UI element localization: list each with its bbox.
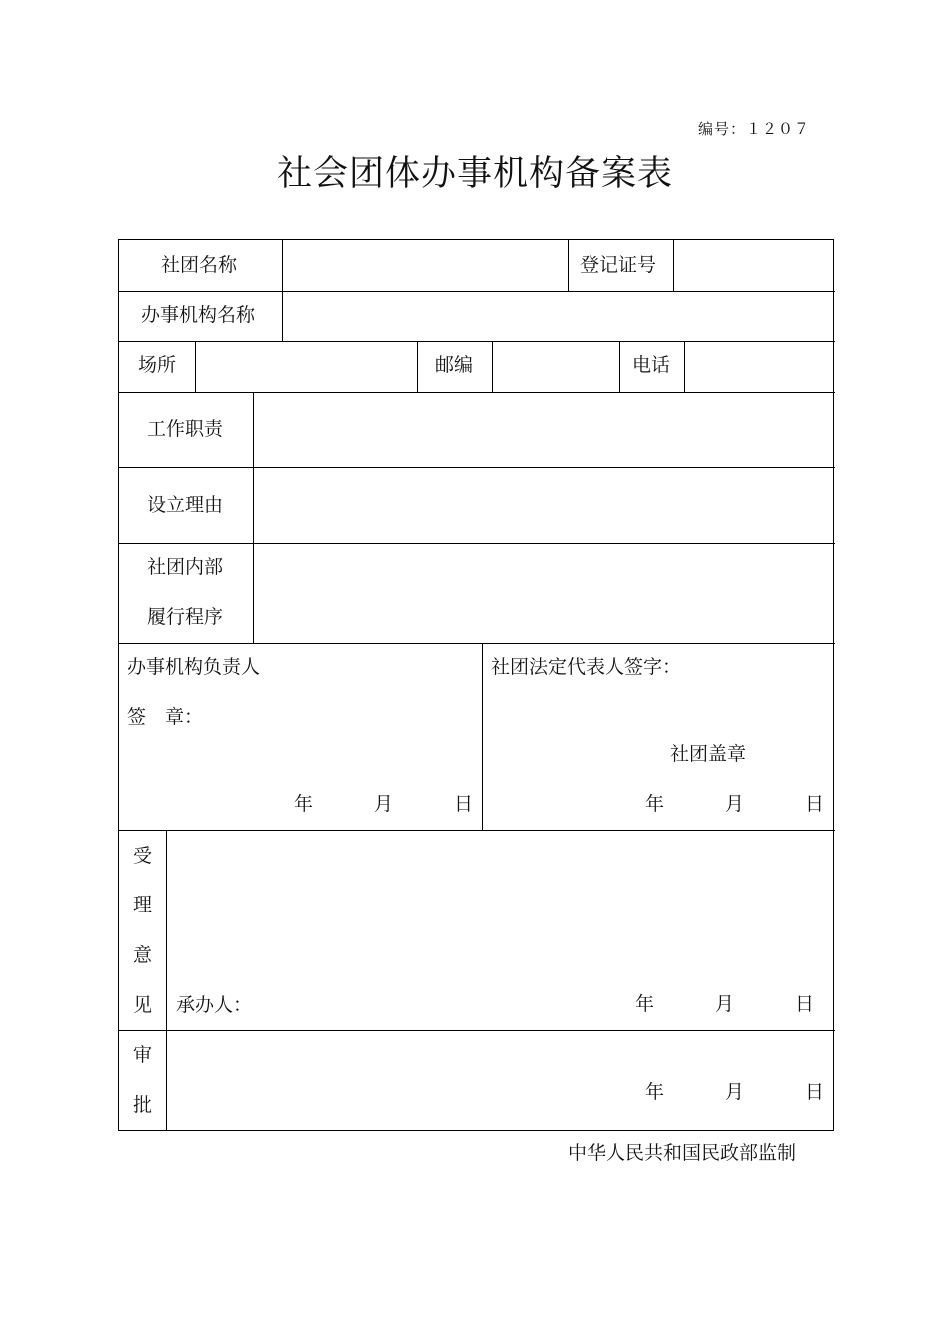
procedure-label-line2: 履行程序 bbox=[147, 606, 224, 628]
left-date-day: 日 bbox=[454, 793, 474, 815]
form-serial-number: 编号：１２０７ bbox=[698, 120, 811, 138]
left-date-month: 月 bbox=[374, 793, 394, 815]
approval-date-month: 月 bbox=[725, 1081, 745, 1103]
reason-field[interactable] bbox=[254, 468, 832, 542]
duties-field[interactable] bbox=[254, 393, 832, 466]
acceptance-date-month: 月 bbox=[715, 993, 735, 1015]
registration-form-table bbox=[118, 239, 834, 1131]
page-title: 社会团体办事机构备案表 bbox=[276, 154, 673, 194]
postcode-field[interactable] bbox=[493, 342, 618, 391]
col-divider bbox=[619, 341, 620, 392]
org-seal-label: 社团盖章 bbox=[670, 743, 747, 765]
issuer-footer: 中华人民共和国民政部监制 bbox=[568, 1142, 797, 1164]
postcode-label: 邮编 bbox=[435, 354, 474, 376]
acceptance-date-day: 日 bbox=[795, 993, 815, 1015]
approval-field[interactable] bbox=[167, 1031, 832, 1076]
right-date-year: 年 bbox=[645, 793, 665, 815]
office-name-label: 办事机构名称 bbox=[141, 304, 256, 326]
org-name-label: 社团名称 bbox=[161, 254, 238, 276]
office-head-sign-label: 签 章： bbox=[127, 706, 204, 728]
approval-date-year: 年 bbox=[645, 1081, 665, 1103]
approval-date-day: 日 bbox=[805, 1081, 825, 1103]
acceptance-label-char: 受 bbox=[133, 845, 153, 867]
acceptance-opinion-field[interactable] bbox=[167, 831, 832, 981]
org-name-field[interactable] bbox=[283, 241, 567, 290]
right-date-month: 月 bbox=[725, 793, 745, 815]
office-head-label: 办事机构负责人 bbox=[127, 656, 261, 678]
procedure-label-line1: 社团内部 bbox=[147, 556, 224, 578]
acceptance-label-char: 理 bbox=[133, 894, 153, 916]
office-name-field[interactable] bbox=[283, 292, 832, 340]
handler-label: 承办人： bbox=[176, 994, 253, 1016]
legal-rep-sign-label: 社团法定代表人签字： bbox=[491, 656, 682, 678]
phone-field[interactable] bbox=[685, 342, 832, 391]
duties-label: 工作职责 bbox=[147, 418, 224, 440]
row-divider bbox=[119, 643, 835, 644]
reason-label: 设立理由 bbox=[147, 494, 224, 516]
place-label: 场所 bbox=[138, 354, 177, 376]
place-field[interactable] bbox=[196, 342, 416, 391]
col-divider bbox=[482, 643, 483, 830]
procedure-field[interactable] bbox=[254, 544, 832, 642]
left-date-year: 年 bbox=[294, 793, 314, 815]
phone-label: 电话 bbox=[632, 354, 671, 376]
col-divider bbox=[417, 341, 418, 392]
acceptance-label-char: 见 bbox=[133, 994, 153, 1016]
reg-no-label: 登记证号 bbox=[580, 254, 657, 276]
approval-label-char: 审 bbox=[133, 1044, 153, 1066]
right-date-day: 日 bbox=[805, 793, 825, 815]
reg-no-field[interactable] bbox=[674, 241, 832, 290]
acceptance-date-year: 年 bbox=[635, 993, 655, 1015]
approval-label-char: 批 bbox=[133, 1094, 153, 1116]
acceptance-label-char: 意 bbox=[133, 944, 153, 966]
col-divider bbox=[568, 240, 569, 291]
